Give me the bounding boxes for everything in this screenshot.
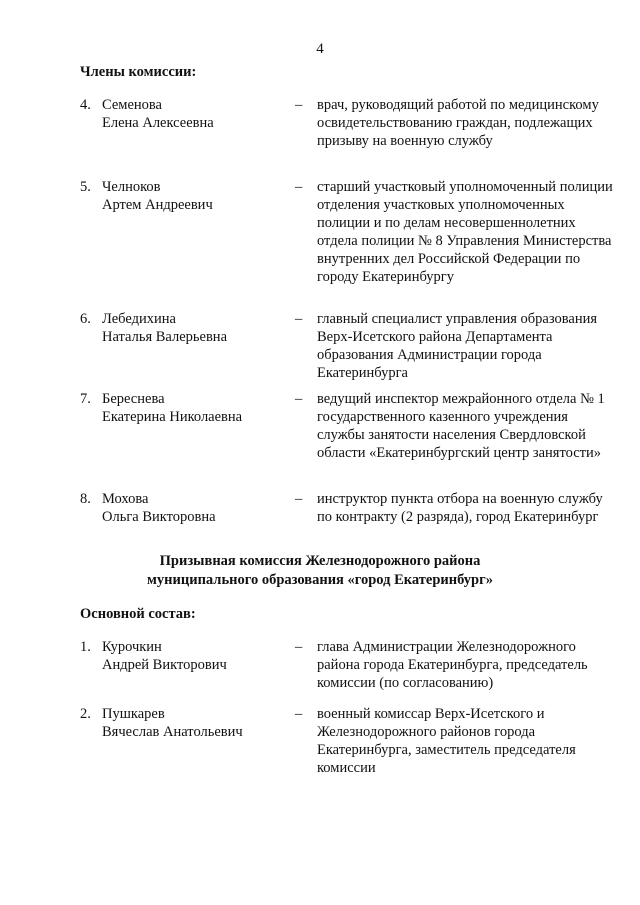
entry-surname: Лебедихина — [102, 311, 176, 327]
entry-name — [102, 705, 292, 741]
entry-description: старший участковый уполномоченный полиции отделения участковых уполномоченных полиции и по делам несовершеннолетних отдела полиции № 8 Управления Министерства внутренних дел Российской Федерации по городу Екатеринбургу — [317, 179, 613, 285]
entry-dash: – — [295, 639, 303, 655]
entry-description: инструктор пункта отбора на военную службу по контракту (2 разряда), город Екатеринбург — [317, 491, 603, 525]
entry-description: глава Администрации Железнодорожного района города Екатеринбурга, председатель комиссии (по согласованию) — [317, 639, 588, 691]
entry-number: 7. — [80, 391, 91, 407]
entry-number: 6. — [80, 311, 91, 327]
entry-surname: Мохова — [102, 491, 149, 507]
entry-surname: Береснева — [102, 391, 165, 407]
section-title — [0, 552, 640, 590]
entry-surname: Пушкарев — [102, 706, 165, 722]
entry-description: врач, руководящий работой по медицинскому освидетельствованию граждан, подлежащих призыву на военную службу — [317, 97, 599, 149]
entry-description: главный специалист управления образования Верх-Исетского района Департамента образования Администрации города Екатеринбурга — [317, 311, 598, 381]
entry-number: 2. — [80, 706, 91, 722]
entry-dash: – — [295, 97, 303, 113]
entry-dash: – — [295, 179, 303, 195]
members-heading: Члены комиссии: — [80, 64, 197, 80]
entry-dash: – — [295, 491, 303, 507]
entry-description: ведущий инспектор межрайонного отдела № 1 государственного казенного учреждения службы занятости населения Свердловской области «Екатеринбургский центр занятости» — [317, 391, 605, 461]
main-composition-heading: Основной состав: — [80, 606, 196, 622]
entry-given-name: Наталья Валерьевна — [102, 329, 227, 345]
entry-given-name: Ольга Викторовна — [102, 509, 216, 525]
entry-number: 8. — [80, 491, 91, 507]
section-title-line-2: муниципального образования «город Екатеринбург» — [147, 572, 493, 588]
entry-given-name: Елена Алексеевна — [102, 115, 214, 131]
entry-dash: – — [295, 391, 303, 407]
entry-number: 4. — [80, 97, 91, 113]
entry-number: 5. — [80, 179, 91, 195]
entry-name — [102, 638, 292, 674]
entry-name — [102, 178, 292, 214]
entry-description: военный комиссар Верх-Исетского и Железнодорожного районов города Екатеринбурга, заместитель председателя комиссии — [317, 706, 576, 776]
entry-name — [102, 390, 292, 426]
entry-given-name: Андрей Викторович — [102, 657, 227, 673]
entry-name — [102, 310, 292, 346]
entry-surname: Курочкин — [102, 639, 162, 655]
page-number: 4 — [316, 41, 324, 57]
entry-given-name: Екатерина Николаевна — [102, 409, 243, 425]
entry-dash: – — [295, 311, 303, 327]
entry-name — [102, 96, 292, 132]
section-title-line-1: Призывная комиссия Железнодорожного района — [159, 553, 481, 569]
entry-surname: Челноков — [102, 179, 161, 195]
entry-number: 1. — [80, 639, 91, 655]
entry-surname: Семенова — [102, 97, 162, 113]
entry-given-name: Артем Андреевич — [102, 197, 213, 213]
entry-given-name: Вячеслав Анатольевич — [102, 724, 243, 740]
entry-dash: – — [295, 706, 303, 722]
entry-name — [102, 490, 292, 526]
